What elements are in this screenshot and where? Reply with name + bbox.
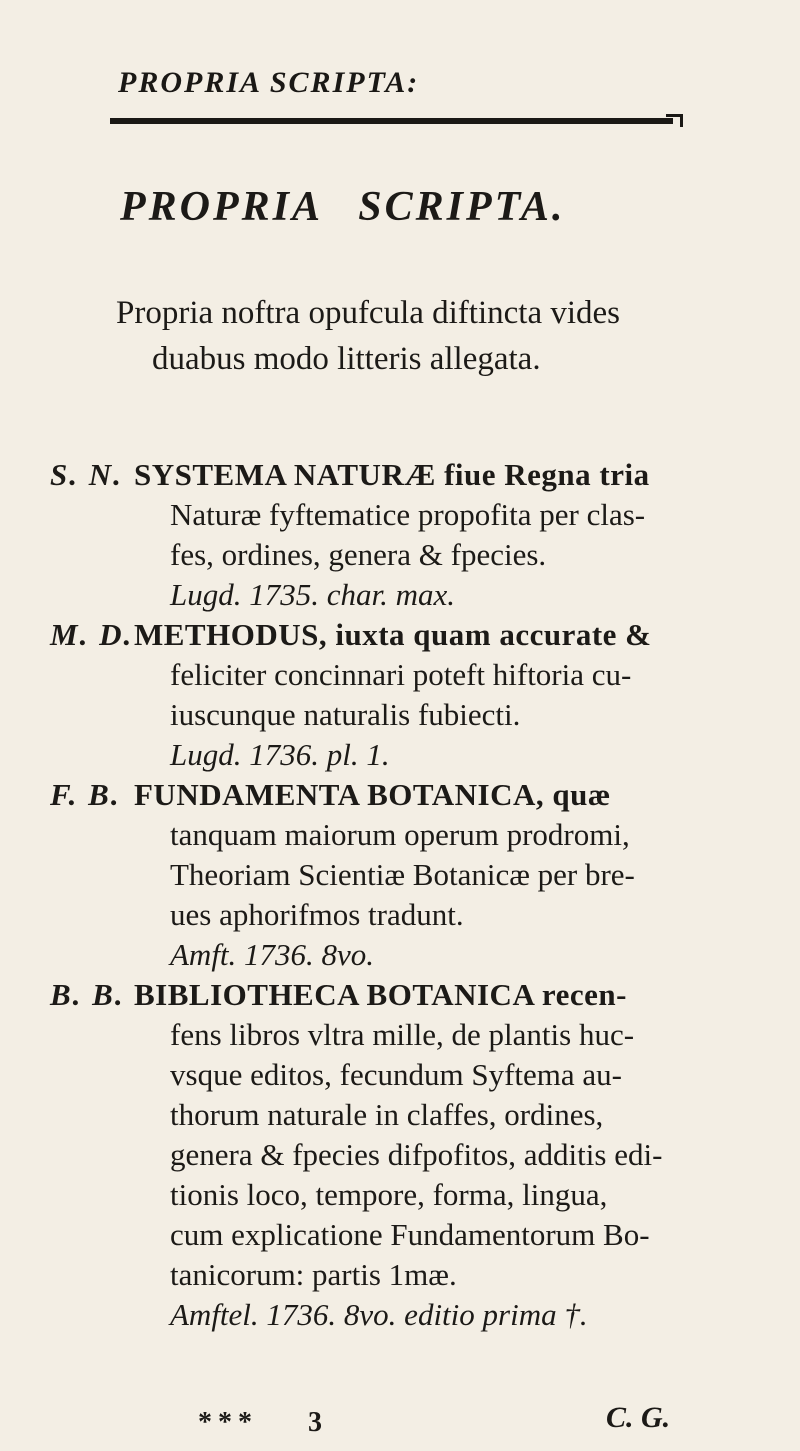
entry-line: feliciter concinnari poteft hiftoria cu-	[170, 657, 632, 692]
entry-code: B. B.	[50, 977, 125, 1012]
catchword: C. G.	[606, 1401, 671, 1434]
entry-line: Theoriam Scientiæ Botanicæ per bre-	[170, 857, 635, 892]
entry-line: thorum naturale in claffes, ordines,	[170, 1097, 604, 1132]
running-head: PROPRIA SCRIPTA:	[118, 66, 420, 99]
entry-text	[134, 975, 774, 1335]
entry-code: F. B.	[50, 777, 121, 812]
entry-line: tionis loco, tempore, forma, lingua,	[170, 1177, 608, 1212]
entry-text	[134, 775, 774, 975]
signature-mark: ***	[198, 1407, 258, 1438]
entry-line: tanicorum: partis 1mæ.	[170, 1257, 457, 1292]
intro-paragraph	[116, 290, 736, 382]
entry-line: fes, ordines, genera & fpecies.	[170, 537, 547, 572]
entry-code: M. D.	[50, 617, 134, 652]
entry-bibliotheca-botanica	[0, 975, 800, 1335]
entry-systema-naturae	[0, 455, 800, 615]
entry-line: tanquam maiorum operum prodromi,	[170, 817, 630, 852]
intro-line-1: Propria noftra opufcula diftincta vides	[116, 295, 621, 331]
entry-line: cum explicatione Fundamentorum Bo-	[170, 1217, 650, 1252]
entry-fundamenta-botanica	[0, 775, 800, 975]
entry-imprint: Amft. 1736. 8vo.	[170, 937, 375, 972]
header-rule	[110, 118, 673, 124]
entry-imprint: Lugd. 1736. pl. 1.	[170, 737, 390, 772]
intro-line-2: duabus modo litteris allegata.	[152, 341, 541, 377]
entry-line: Naturæ fyftematice propofita per clas-	[170, 497, 646, 532]
entry-line: iuscunque naturalis fubiecti.	[170, 697, 521, 732]
signature-number: 3	[308, 1407, 322, 1438]
entry-line: fens libros vltra mille, de plantis huc-	[170, 1017, 635, 1052]
page-title: PROPRIA SCRIPTA.	[120, 184, 566, 230]
entry-text	[134, 455, 774, 615]
entries-list	[0, 455, 800, 1335]
entry-line: FUNDAMENTA BOTANICA, quæ	[134, 777, 611, 812]
entry-methodus	[0, 615, 800, 775]
entry-line: SYSTEMA NATURÆ fiue Regna tria	[134, 457, 650, 492]
entry-text	[134, 615, 774, 775]
entry-line: vsque editos, fecundum Syftema au-	[170, 1057, 622, 1092]
entry-code: S. N.	[50, 457, 123, 492]
entry-line: ues aphorifmos tradunt.	[170, 897, 464, 932]
entry-line: genera & fpecies difpofitos, additis edi-	[170, 1137, 663, 1172]
entry-imprint: Amftel. 1736. 8vo. editio prima †.	[170, 1297, 588, 1332]
entry-line: BIBLIOTHECA BOTANICA recen-	[134, 977, 627, 1012]
entry-imprint: Lugd. 1735. char. max.	[170, 577, 456, 612]
entry-line: METHODUS, iuxta quam accurate &	[134, 617, 652, 652]
